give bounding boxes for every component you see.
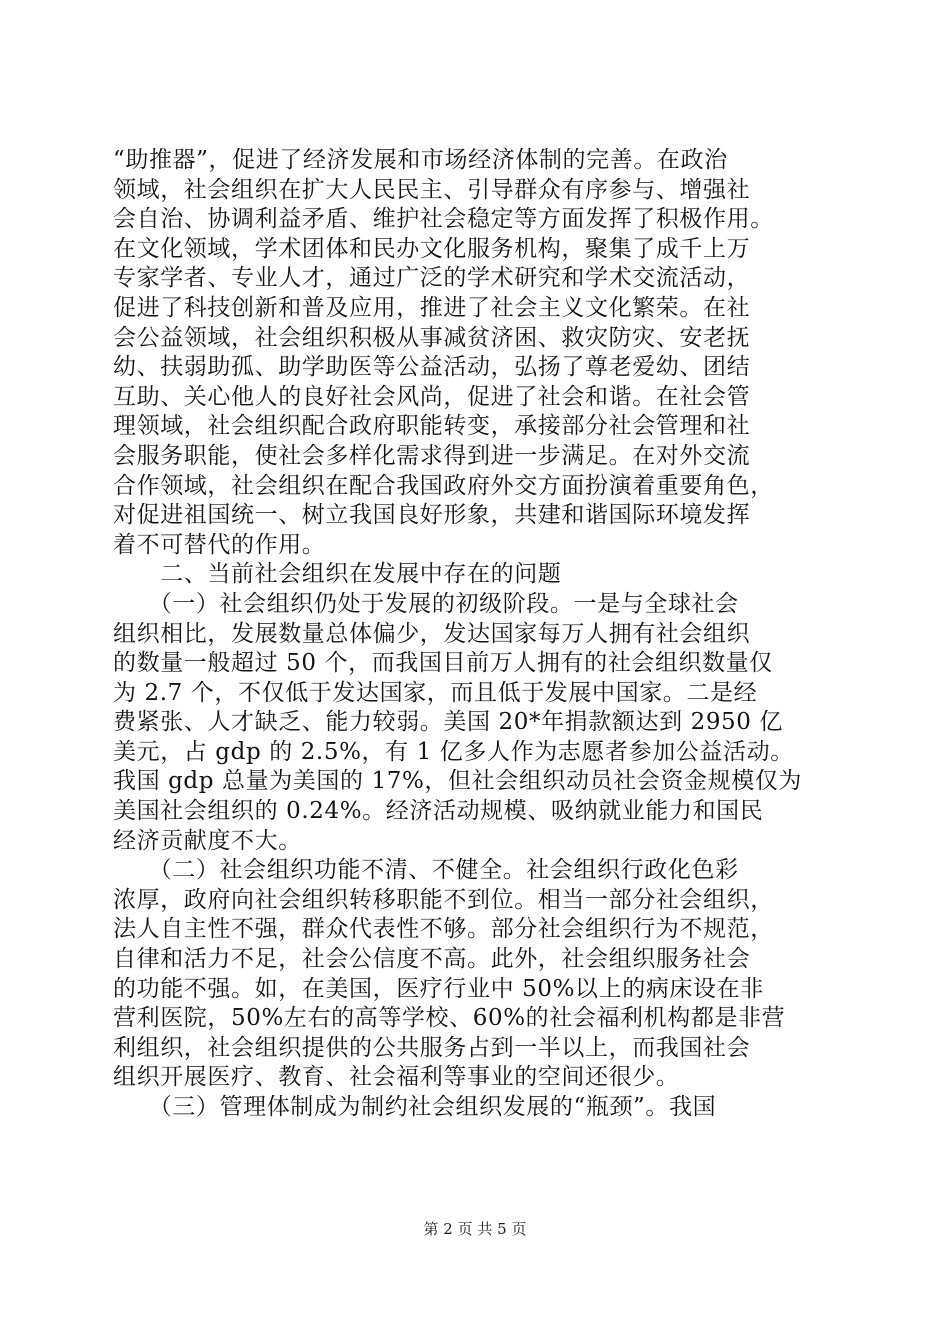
text-line: 幼、扶弱助孤、助学助医等公益活动，弘扬了尊老爱幼、团结: [113, 354, 751, 381]
text-line: 的功能不强。如，在美国，医疗行业中 50%以上的病床设在非: [113, 975, 764, 1002]
section-heading: 二、当前社会组织在发展中存在的问题: [113, 561, 562, 588]
text-line: 会公益领域，社会组织积极从事减贫济困、救灾防灾、安老抚: [113, 324, 751, 351]
text-line: 理领域，社会组织配合政府职能转变，承接部分社会管理和社: [113, 413, 751, 440]
text-line: 会服务职能，使社会多样化需求得到进一步满足。在对外交流: [113, 442, 751, 469]
text-line: 领域，社会组织在扩大人民民主、引导群众有序参与、增强社: [113, 176, 751, 203]
text-line: 浓厚，政府向社会组织转移职能不到位。相当一部分社会组织，: [113, 886, 774, 913]
text-line: 互助、关心他人的良好社会风尚，促进了社会和谐。在社会管: [113, 383, 751, 410]
text-line: 在文化领域，学术团体和民办文化服务机构，聚集了成千上万: [113, 235, 751, 262]
text-line: 合作领域，社会组织在配合我国政府外交方面扮演着重要角色，: [113, 472, 774, 499]
text-line: 为 2.7 个，不仅低于发达国家，而且低于发展中国家。二是经: [113, 679, 758, 706]
text-line: “助推器”，促进了经济发展和市场经济体制的完善。在政治: [113, 147, 728, 173]
text-line: 美国社会组织的 0.24%。经济活动规模、吸纳就业能力和国民: [113, 798, 764, 825]
text-line: 组织开展医疗、教育、社会福利等事业的空间还很少。: [113, 1064, 680, 1091]
text-line: 美元，占 gdp 的 2.5%，有 1 亿多人作为志愿者参加公益活动。: [113, 738, 794, 765]
text-line: 经济贡献度不大。: [113, 827, 302, 854]
text-line: 的数量一般超过 50 个，而我国目前万人拥有的社会组织数量仅: [113, 650, 773, 677]
text-line: 我国 gdp 总量为美国的 17%，但社会组织动员社会资金规模仅为: [113, 768, 803, 795]
text-line: （二）社会组织功能不清、不健全。社会组织行政化色彩: [113, 857, 739, 884]
text-line: 对促进祖国统一、树立我国良好形象，共建和谐国际环境发挥: [113, 502, 751, 529]
page-number-footer: 第 2 页 共 5 页: [423, 1220, 527, 1238]
text-line: 专家学者、专业人才，通过广泛的学术研究和学术交流活动，: [113, 265, 751, 292]
text-line: 会自治、协调利益矛盾、维护社会稳定等方面发挥了积极作用。: [113, 206, 774, 233]
text-line: （三）管理体制成为制约社会组织发展的“瓶颈”。我国: [113, 1094, 717, 1120]
text-line: 利组织，社会组织提供的公共服务占到一半以上，而我国社会: [113, 1034, 751, 1061]
text-line: 法人自主性不强，群众代表性不够。部分社会组织行为不规范，: [113, 916, 774, 943]
text-line: 促进了科技创新和普及应用，推进了社会主义文化繁荣。在社: [113, 294, 751, 321]
body-text: [113, 146, 833, 1123]
text-line: 营利医院，50%左右的高等学校、60%的社会福利机构都是非营: [113, 1005, 786, 1032]
text-line: （一）社会组织仍处于发展的初级阶段。一是与全球社会: [113, 590, 739, 617]
text-line: 自律和活力不足，社会公信度不高。此外，社会组织服务社会: [113, 946, 751, 973]
text-line: 组织相比，发展数量总体偏少，发达国家每万人拥有社会组织: [113, 620, 751, 647]
text-line: 费紧张、人才缺乏、能力较弱。美国 20*年捐款额达到 2950 亿: [113, 709, 784, 736]
text-line: 着不可替代的作用。: [113, 531, 326, 558]
